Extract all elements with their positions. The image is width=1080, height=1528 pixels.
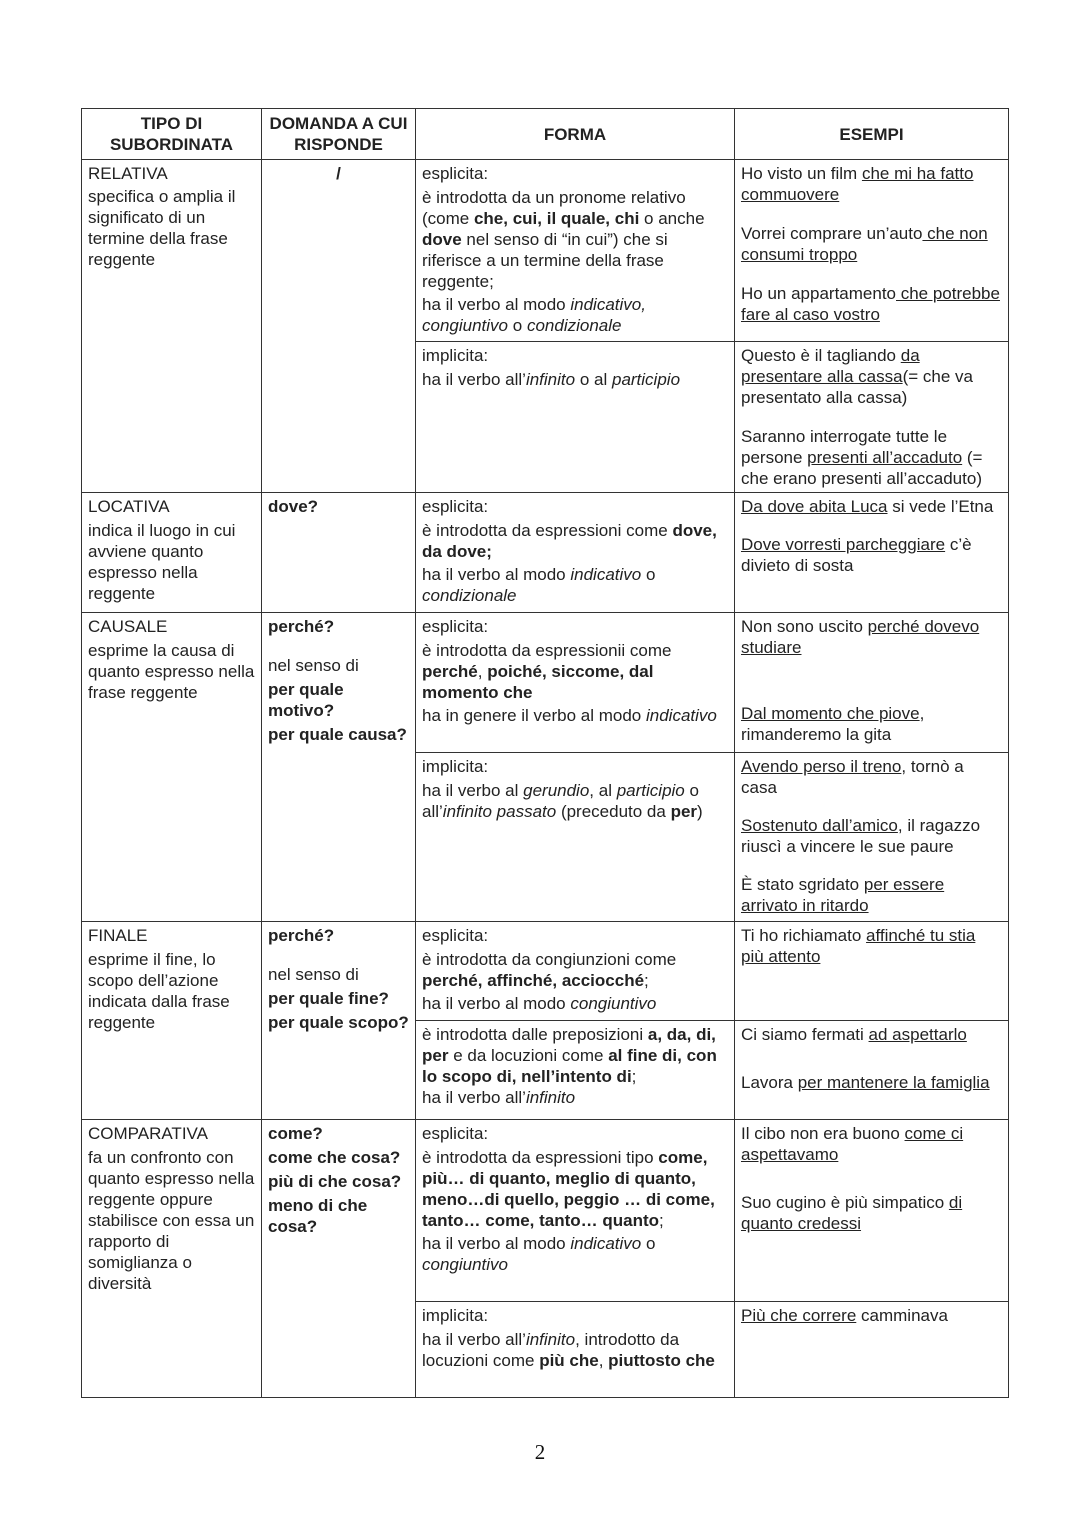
page-number: 2 bbox=[534, 1440, 546, 1464]
finale-implicita-examples bbox=[735, 1021, 1009, 1120]
comparativa-imp-label: implicita: bbox=[422, 1306, 489, 1325]
comparativa-q2: come che cosa? bbox=[268, 1148, 401, 1167]
comparativa-q3: più di che cosa? bbox=[268, 1172, 402, 1191]
finale-q-sense: nel senso di bbox=[268, 965, 359, 984]
example: Questo è il tagliando da presentare alla cassa(= che va presentato alla cassa) bbox=[741, 346, 973, 407]
locativa-esp-label: esplicita: bbox=[422, 497, 489, 516]
comparativa-desc: fa un confronto con quanto espresso nella reggente oppure stabilisce con essa un rapporto di somiglianza o diversità bbox=[88, 1148, 255, 1293]
comparativa-name: COMPARATIVA bbox=[88, 1124, 208, 1143]
comparativa-esplicita-cell bbox=[416, 1120, 735, 1302]
example: Ho visto un film che mi ha fatto commuovere bbox=[741, 164, 974, 204]
example: Il cibo non era buono come ci aspettavamo bbox=[741, 1124, 964, 1164]
causale-imp-label: implicita: bbox=[422, 757, 489, 776]
causale-esplicita-cell bbox=[416, 613, 735, 753]
comparativa-q4: meno di che cosa? bbox=[268, 1196, 368, 1236]
example: Lavora per mantenere la famiglia bbox=[741, 1073, 990, 1092]
example: Suo cugino è più simpatico di quanto credessi bbox=[741, 1193, 963, 1233]
example: Dal momento che piove, rimanderemo la gita bbox=[741, 704, 925, 744]
finale-esplicita-cell bbox=[416, 922, 735, 1021]
example: Più che correre camminava bbox=[741, 1306, 948, 1325]
relativa-esplicita-examples bbox=[735, 160, 1009, 342]
causale-esplicita-examples bbox=[735, 613, 1009, 753]
header-esempi: ESEMPI bbox=[735, 109, 1009, 160]
finale-esp-label: esplicita: bbox=[422, 926, 489, 945]
example: Saranno interrogate tutte le persone presenti all’accaduto (= che erano presenti all’accaduto) bbox=[741, 427, 983, 488]
causale-implicita-cell bbox=[416, 753, 735, 922]
locativa-type-cell bbox=[82, 493, 262, 613]
locativa-examples bbox=[735, 493, 1009, 613]
example: Da dove abita Luca si vede l’Etna bbox=[741, 497, 994, 516]
relativa-implicita-examples bbox=[735, 342, 1009, 493]
locativa-desc: indica il luogo in cui avviene quanto espresso nella reggente bbox=[88, 521, 236, 603]
table-row bbox=[82, 613, 1009, 753]
finale-imp-verb: ha il verbo all’infinito bbox=[422, 1088, 576, 1107]
locativa-esp-text: è introdotta da espressioni come dove, da dove; bbox=[422, 521, 717, 561]
locativa-question: dove? bbox=[262, 493, 416, 613]
example: Vorrei comprare un’auto che non consumi troppo bbox=[741, 224, 988, 264]
finale-esp-verb: ha il verbo al modo congiuntivo bbox=[422, 994, 657, 1013]
locativa-name: LOCATIVA bbox=[88, 497, 170, 516]
comparativa-esp-text: è introdotta da espressioni tipo come, più… di quanto, meglio di quanto, meno…di quello, peggio … di come, tanto… come, tanto… quanto; bbox=[422, 1148, 715, 1230]
finale-esplicita-examples bbox=[735, 922, 1009, 1021]
comparativa-implicita-cell bbox=[416, 1302, 735, 1398]
example: Sostenuto dall’amico, il ragazzo riuscì a vincere le sue paure bbox=[741, 816, 981, 856]
relativa-esp-text: è introdotta da un pronome relativo (come che, cui, il quale, chi o anche dove nel senso di “in cui”) che si riferisce a un termine della frase reggente; bbox=[422, 188, 705, 291]
table-row bbox=[82, 160, 1009, 342]
finale-q2: per quale scopo? bbox=[268, 1013, 409, 1032]
causale-name: CAUSALE bbox=[88, 617, 168, 636]
finale-imp-text: è introdotta dalle preposizioni a, da, di, per e da locuzioni come al fine di, con lo scopo di, nell’intento di; bbox=[422, 1025, 717, 1086]
comparativa-imp-text: ha il verbo all’infinito, introdotto da locuzioni come più che, piuttosto che bbox=[422, 1330, 715, 1370]
causale-q2: per quale causa? bbox=[268, 725, 407, 744]
locativa-esplicita-cell bbox=[416, 493, 735, 613]
comparativa-esp-label: esplicita: bbox=[422, 1124, 489, 1143]
relativa-implicita-cell bbox=[416, 342, 735, 493]
finale-type-cell bbox=[82, 922, 262, 1120]
relativa-name: RELATIVA bbox=[88, 164, 168, 183]
causale-q-sense: nel senso di bbox=[268, 656, 359, 675]
finale-q1: per quale fine? bbox=[268, 989, 389, 1008]
causale-type-cell bbox=[82, 613, 262, 922]
comparativa-type-cell bbox=[82, 1120, 262, 1398]
finale-esp-text: è introdotta da congiunzioni come perché, affinché, acciocché; bbox=[422, 950, 677, 990]
example: Ti ho richiamato affinché tu stia più attento bbox=[741, 926, 976, 966]
example: Non sono uscito perché dovevo studiare bbox=[741, 617, 980, 657]
causale-esp-label: esplicita: bbox=[422, 617, 489, 636]
relativa-esp-label: esplicita: bbox=[422, 164, 489, 183]
table-row bbox=[82, 922, 1009, 1021]
causale-question-cell bbox=[262, 613, 416, 922]
finale-implicita-cell bbox=[416, 1021, 735, 1120]
relativa-type-cell bbox=[82, 160, 262, 493]
relativa-imp-text: ha il verbo all’infinito o al participio bbox=[422, 370, 681, 389]
header-tipo: TIPO DI SUBORDINATA bbox=[82, 109, 262, 160]
comparativa-esp-verb: ha il verbo al modo indicativo o congiuntivo bbox=[422, 1234, 656, 1274]
comparativa-q1: come? bbox=[268, 1124, 323, 1143]
locativa-esp-verb: ha il verbo al modo indicativo o condizionale bbox=[422, 565, 656, 605]
comparativa-esplicita-examples bbox=[735, 1120, 1009, 1302]
relativa-esp-verb: ha il verbo al modo indicativo, congiuntivo o condizionale bbox=[422, 295, 646, 335]
causale-desc: esprime la causa di quanto espresso nella frase reggente bbox=[88, 641, 255, 702]
header-row bbox=[82, 109, 1009, 160]
finale-question: perché? bbox=[268, 926, 335, 945]
relativa-imp-label: implicita: bbox=[422, 346, 489, 365]
relativa-question: / bbox=[262, 160, 416, 493]
comparativa-implicita-examples bbox=[735, 1302, 1009, 1398]
causale-question: perché? bbox=[268, 617, 335, 636]
finale-question-cell bbox=[262, 922, 416, 1120]
table-row bbox=[82, 1120, 1009, 1302]
finale-desc: esprime il fine, lo scopo dell’azione indicata dalla frase reggente bbox=[88, 950, 230, 1032]
relativa-desc: specifica o amplia il significato di un termine della frase reggente bbox=[88, 187, 236, 269]
finale-name: FINALE bbox=[88, 926, 148, 945]
example: Avendo perso il treno, tornò a casa bbox=[741, 757, 964, 797]
example: Dove vorresti parcheggiare c’è divieto di sosta bbox=[741, 535, 972, 575]
causale-imp-text: ha il verbo al gerundio, al participio o all’infinito passato (preceduto da per) bbox=[422, 781, 703, 821]
causale-esp-verb: ha in genere il verbo al modo indicativo bbox=[422, 706, 717, 725]
example: Ci siamo fermati ad aspettarlo bbox=[741, 1025, 967, 1044]
relativa-esplicita-cell bbox=[416, 160, 735, 342]
header-forma: FORMA bbox=[416, 109, 735, 160]
subordinate-table bbox=[81, 108, 1009, 1398]
causale-implicita-examples bbox=[735, 753, 1009, 922]
header-domanda: DOMANDA A CUI RISPONDE bbox=[262, 109, 416, 160]
comparativa-question-cell bbox=[262, 1120, 416, 1398]
causale-esp-text: è introdotta da espressionii come perché, poiché, siccome, dal momento che bbox=[422, 641, 672, 702]
table-row bbox=[82, 493, 1009, 613]
example: È stato sgridato per essere arrivato in ritardo bbox=[741, 875, 945, 915]
causale-q1: per quale motivo? bbox=[268, 680, 344, 720]
example: Ho un appartamento che potrebbe fare al caso vostro bbox=[741, 284, 1000, 324]
